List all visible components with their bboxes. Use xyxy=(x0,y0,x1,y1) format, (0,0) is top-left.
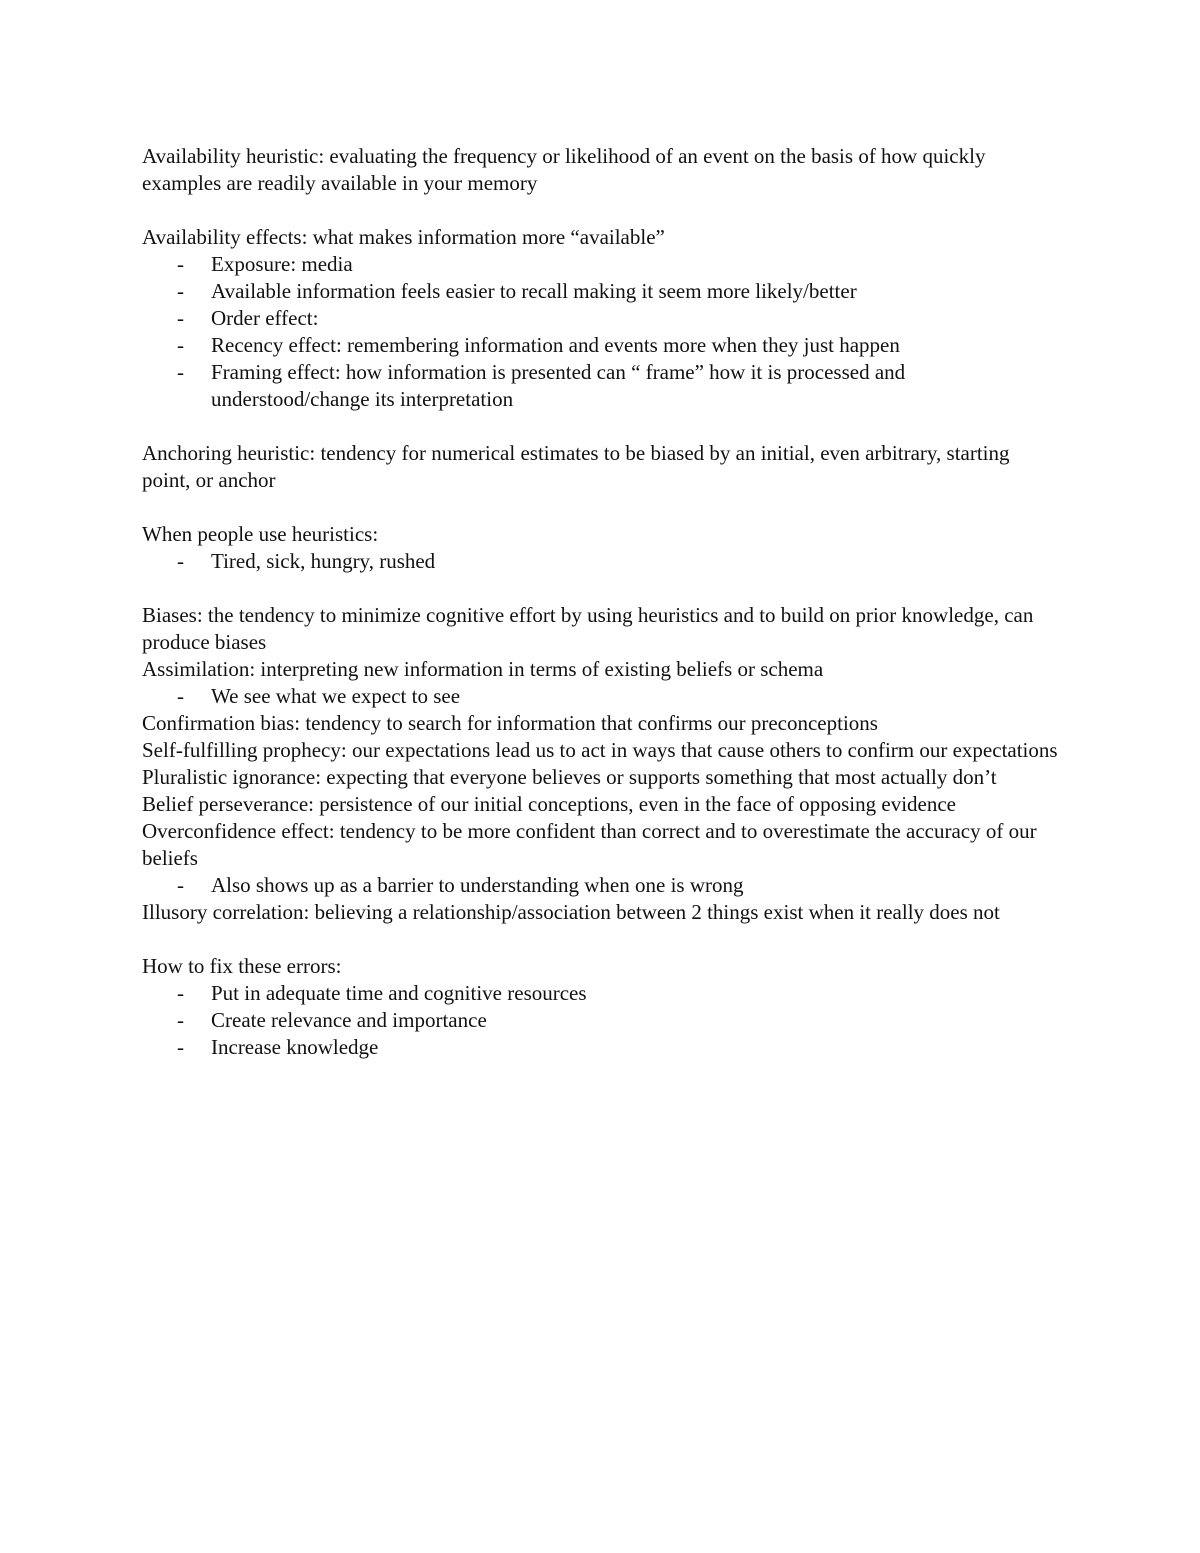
paragraph-spacer xyxy=(142,494,1062,521)
list-item xyxy=(142,1034,1062,1061)
paragraph: Pluralistic ignorance: expecting that everyone believes or supports something that most actually don’t xyxy=(142,765,997,789)
list-item-text: We see what we expect to see xyxy=(211,684,461,708)
dash-bullet-icon: - xyxy=(177,1008,184,1032)
list-item-text: Put in adequate time and cognitive resources xyxy=(211,981,587,1005)
list-item xyxy=(142,548,1062,575)
paragraph-spacer xyxy=(142,575,1062,602)
paragraph-spacer xyxy=(142,926,1062,953)
paragraph: Confirmation bias: tendency to search for information that confirms our preconceptions xyxy=(142,711,878,735)
list-item xyxy=(142,359,1062,413)
paragraph: Anchoring heuristic: tendency for numerical estimates to be biased by an initial, even arbitrary, starting point, or anchor xyxy=(142,441,1010,492)
dash-bullet-icon: - xyxy=(177,684,184,708)
paragraph: Illusory correlation: believing a relationship/association between 2 things exist when it really does not xyxy=(142,900,1000,924)
list-item-text: Available information feels easier to recall making it seem more likely/better xyxy=(211,279,857,303)
dash-bullet-icon: - xyxy=(177,306,184,330)
list-item-text: Order effect: xyxy=(211,306,319,330)
paragraph: Availability heuristic: evaluating the frequency or likelihood of an event on the basis of how quickly examples are readily available in your memory xyxy=(142,144,986,195)
dash-bullet-icon: - xyxy=(177,873,184,897)
list-item xyxy=(142,305,1062,332)
dash-bullet-icon: - xyxy=(177,279,184,303)
paragraph: Self-fulfilling prophecy: our expectations lead us to act in ways that cause others to confirm our expectations xyxy=(142,738,1058,762)
list-item-text: Exposure: media xyxy=(211,252,353,276)
paragraph: Availability effects: what makes information more “available” xyxy=(142,225,665,249)
paragraph: Overconfidence effect: tendency to be more confident than correct and to overestimate the accuracy of our beliefs xyxy=(142,819,1037,870)
list-item xyxy=(142,683,1062,710)
bullet-list xyxy=(142,683,1062,710)
list-item-text: Framing effect: how information is presented can “ frame” how it is processed and understood/change its interpretation xyxy=(211,360,906,411)
list-item-text: Increase knowledge xyxy=(211,1035,379,1059)
list-item-text: Create relevance and importance xyxy=(211,1008,487,1032)
list-item-text: Also shows up as a barrier to understanding when one is wrong xyxy=(211,873,744,897)
list-item xyxy=(142,980,1062,1007)
list-item-text: Tired, sick, hungry, rushed xyxy=(211,549,436,573)
list-item xyxy=(142,251,1062,278)
dash-bullet-icon: - xyxy=(177,333,184,357)
paragraph-spacer xyxy=(142,413,1062,440)
dash-bullet-icon: - xyxy=(177,252,184,276)
paragraph: Biases: the tendency to minimize cognitive effort by using heuristics and to build on prior knowledge, can produce biases xyxy=(142,603,1034,654)
bullet-list xyxy=(142,980,1062,1061)
paragraph: When people use heuristics: xyxy=(142,522,379,546)
paragraph-spacer xyxy=(142,197,1062,224)
bullet-list xyxy=(142,548,1062,575)
dash-bullet-icon: - xyxy=(177,1035,184,1059)
bullet-list xyxy=(142,872,1062,899)
list-item xyxy=(142,1007,1062,1034)
list-item xyxy=(142,332,1062,359)
dash-bullet-icon: - xyxy=(177,549,184,573)
dash-bullet-icon: - xyxy=(177,981,184,1005)
paragraph: Belief perseverance: persistence of our initial conceptions, even in the face of opposing evidence xyxy=(142,792,957,816)
list-item-text: Recency effect: remembering information and events more when they just happen xyxy=(211,333,900,357)
list-item xyxy=(142,872,1062,899)
paragraph: How to fix these errors: xyxy=(142,954,342,978)
paragraph: Assimilation: interpreting new information in terms of existing beliefs or schema xyxy=(142,657,824,681)
bullet-list xyxy=(142,251,1062,413)
dash-bullet-icon: - xyxy=(177,360,184,384)
document-page xyxy=(142,143,1062,1061)
list-item xyxy=(142,278,1062,305)
